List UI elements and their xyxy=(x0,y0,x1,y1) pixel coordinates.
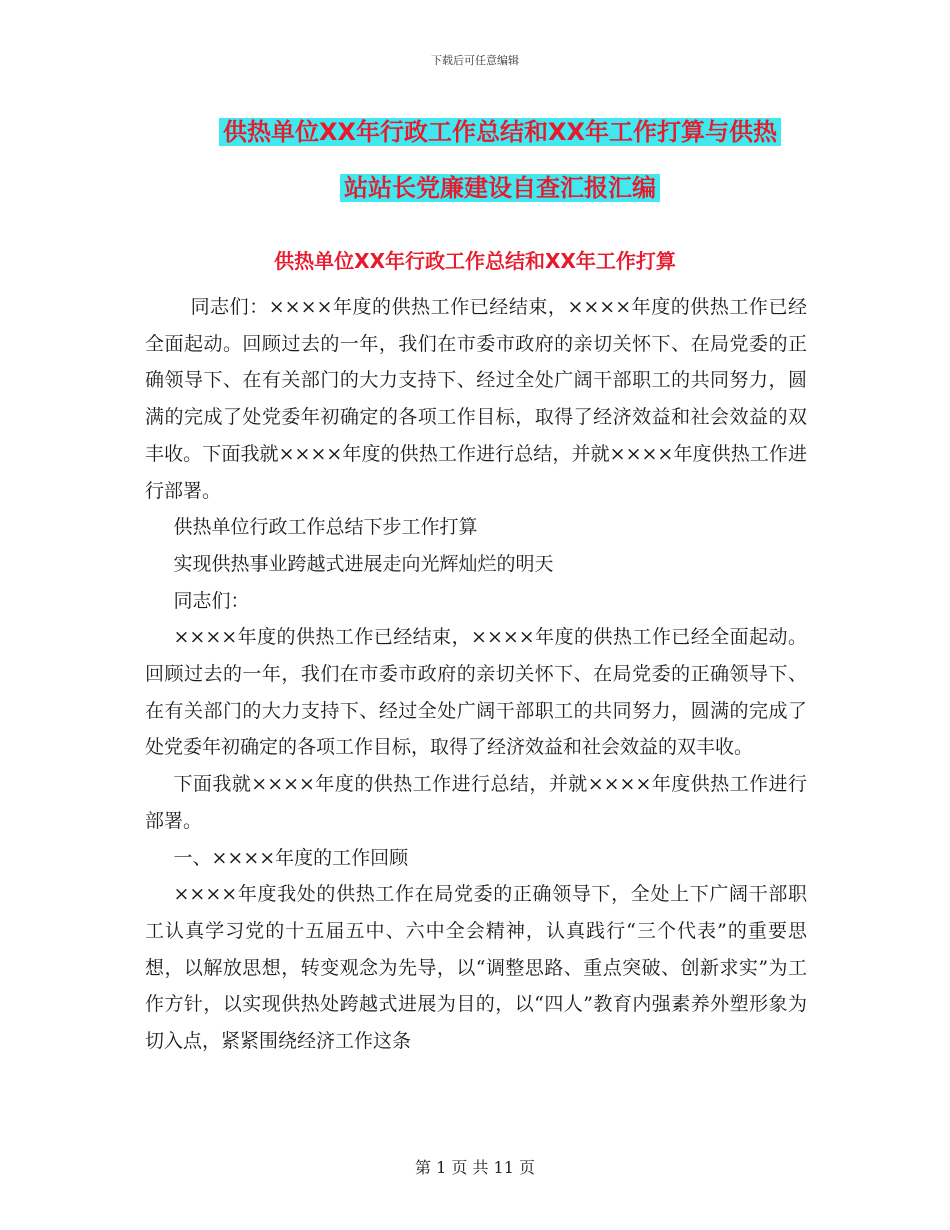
paragraph: 一、××××年度的工作回顾 xyxy=(173,846,409,869)
paragraph: 实现供热事业跨越式进展走向光辉灿烂的明天 xyxy=(173,552,554,575)
page-footer: 第 1 页 共 11 页 xyxy=(415,1158,535,1177)
document-title-line-1: 供热单位XX年行政工作总结和XX年工作打算与供热 xyxy=(219,118,781,146)
paragraph: 供热单位行政工作总结下步工作打算 xyxy=(173,516,478,539)
paragraph: ××××年度的供热工作已经结束，××××年度的供热工作已经全面起动。回顾过去的一年，我们在市委市政府的亲切关怀下、在局党委的正确领导下、在有关部门的大力支持下、经过全处广阔干部职工的共同努力，圆满的完成了处党委年初确定的各项工作目标，取得了经济效益和社会效益的双丰收。 xyxy=(145,626,807,759)
document-title xyxy=(180,104,820,216)
document-title-line-2: 站站长党廉建设自查汇报汇编 xyxy=(340,174,660,202)
page-header: 下载后可任意编辑 xyxy=(431,54,519,67)
paragraph: ××××年度我处的供热工作在局党委的正确领导下，全处上下广阔干部职工认真学习党的十五届五中、六中全会精神，认真践行“三个代表”的重要思想，以解放思想，转变观念为先导，以“调整思路、重点突破、创新求实”为工作方针，以实现供热处跨越式进展为目的，以“四人”教育内强素养外塑形象为切入点，紧紧围绕经济工作这条 xyxy=(145,883,807,1053)
section-title: 供热单位XX年行政工作总结和XX年工作打算 xyxy=(274,249,676,273)
paragraph: 下面我就××××年度的供热工作进行总结，并就××××年度供热工作进行部署。 xyxy=(145,773,807,832)
document-body xyxy=(145,289,807,1060)
paragraph: 同志们： xyxy=(173,589,250,612)
paragraph: 同志们：××××年度的供热工作已经结束，××××年度的供热工作已经全面起动。回顾过去的一年，我们在市委市政府的亲切关怀下、在局党委的正确领导下、在有关部门的大力支持下、经过全处广阔干部职工的共同努力，圆满的完成了处党委年初确定的各项工作目标，取得了经济效益和社会效益的双丰收。下面我就××××年度的供热工作进行总结，并就××××年度供热工作进行部署。 xyxy=(145,296,807,502)
